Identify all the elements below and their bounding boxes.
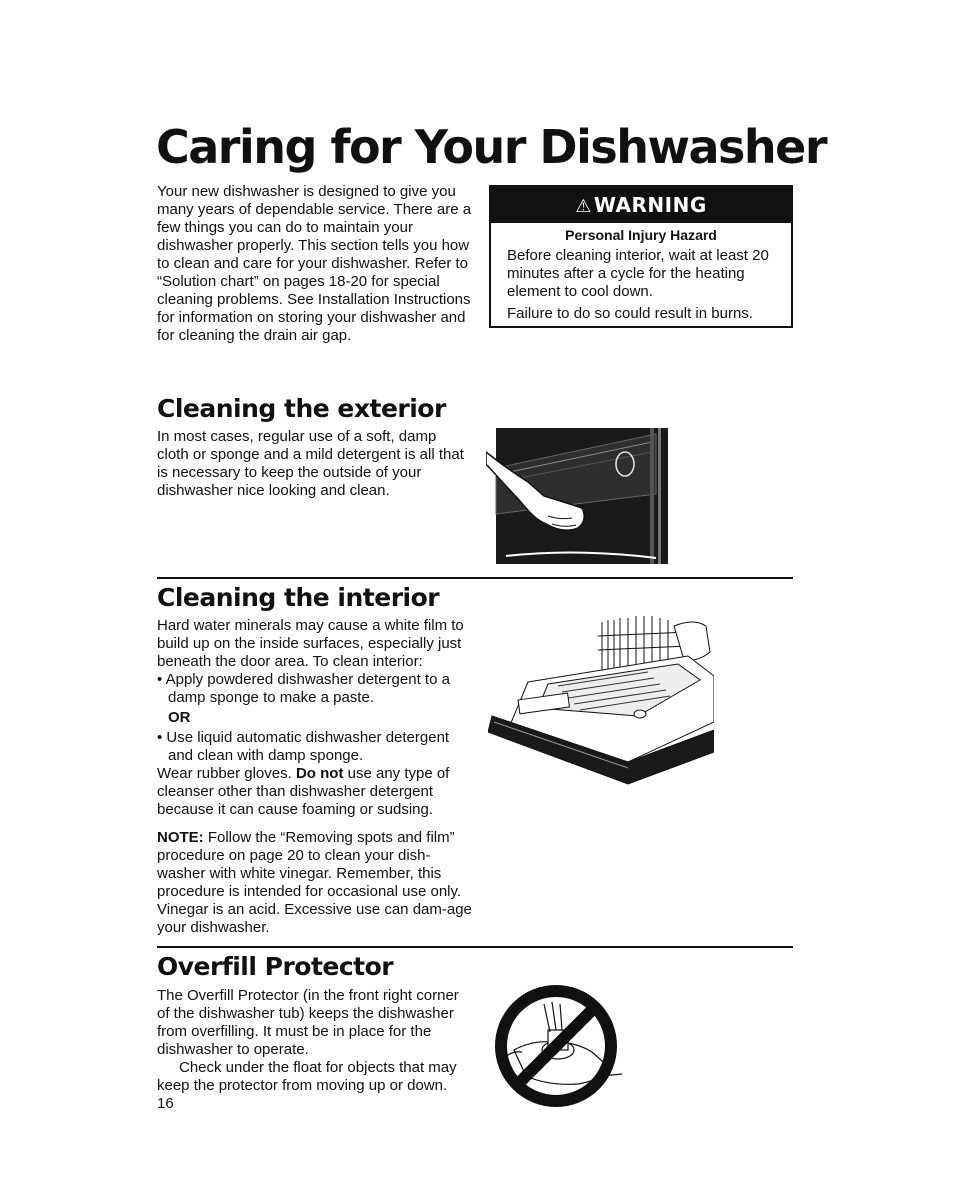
overfill-text-1: The Overfill Protector (in the front right corner of the dishwasher tub) keeps the dishwasher from overfilling. It must be in place for the dishwasher to operate.: [157, 987, 459, 1058]
exterior-text: In most cases, regular use of a soft, damp cloth or sponge and a mild detergent is all that is necessary to keep the outside of your dishwasher nice looking and clean.: [157, 428, 464, 499]
note-label: NOTE:: [157, 829, 204, 846]
page-title: Caring for Your Dishwasher: [156, 120, 827, 174]
warning-triangle-icon: ⚠: [575, 196, 592, 217]
interior-bullet-1: • Apply powdered dishwasher detergent to a damp sponge to make a paste.: [157, 671, 450, 706]
overfill-text-2: Check under the float for objects that may keep the protector from moving up or down.: [157, 1059, 457, 1094]
interior-section: [157, 617, 475, 937]
intro-text: Your new dishwasher is designed to give you many years of dependable service. There are a few things you can do to maintain your dishwasher properly. This section tells you how to clean and care for your dishwasher. Refer to “Solution chart” on pages 18-20 for special cleaning problems. See Installation Instructions for information on storing your dishwasher and for cleaning the drain air gap.: [157, 183, 472, 344]
warning-body: [491, 247, 791, 323]
interior-bullet-2: • Use liquid automatic dishwasher detergent and clean with damp sponge.: [157, 729, 450, 764]
interior-intro: Hard water minerals may cause a white film to build up on the inside surfaces, especially just beneath the door area. To clean interior:: [157, 617, 464, 670]
page-number: 16: [157, 1095, 174, 1112]
warning-subtitle: Personal Injury Hazard: [565, 227, 717, 243]
interior-gloves: [157, 765, 475, 819]
warning-header-label: WARNING: [593, 193, 707, 217]
gloves-text-bold: Do not: [295, 765, 344, 782]
interior-cleaning-illustration: [488, 612, 714, 788]
gloves-text-post: use any type of cleanser other than dishwasher detergent because it can cause foaming or sudsing.: [157, 765, 450, 818]
interior-note: [157, 829, 475, 937]
section-divider: [157, 577, 793, 579]
exterior-cleaning-illustration: [486, 424, 676, 568]
interior-heading: Cleaning the interior: [157, 583, 440, 612]
note-text: Follow the “Removing spots and film” procedure on page 20 to clean your dish-washer with white vinegar. Remember, this procedure is intended for occasional use only. Vinegar is an acid. Excessive use can dam-age your dishwasher.: [157, 829, 472, 936]
section-divider: [157, 946, 793, 948]
warning-text-1: Before cleaning interior, wait at least 20 minutes after a cycle for the heating element to cool down.: [507, 247, 769, 300]
no-obstruction-prohibition-icon: [492, 980, 628, 1112]
exterior-paragraph: [157, 428, 469, 500]
intro-paragraph: [157, 183, 475, 345]
gloves-text-pre: Wear rubber gloves.: [157, 765, 296, 782]
overfill-section: [157, 987, 471, 1095]
warning-box: [489, 185, 793, 328]
interior-or: OR: [168, 709, 191, 726]
exterior-heading: Cleaning the exterior: [157, 394, 446, 423]
warning-text-2: Failure to do so could result in burns.: [507, 305, 753, 322]
overfill-heading: Overfill Protector: [157, 952, 394, 981]
warning-header: [491, 187, 791, 223]
